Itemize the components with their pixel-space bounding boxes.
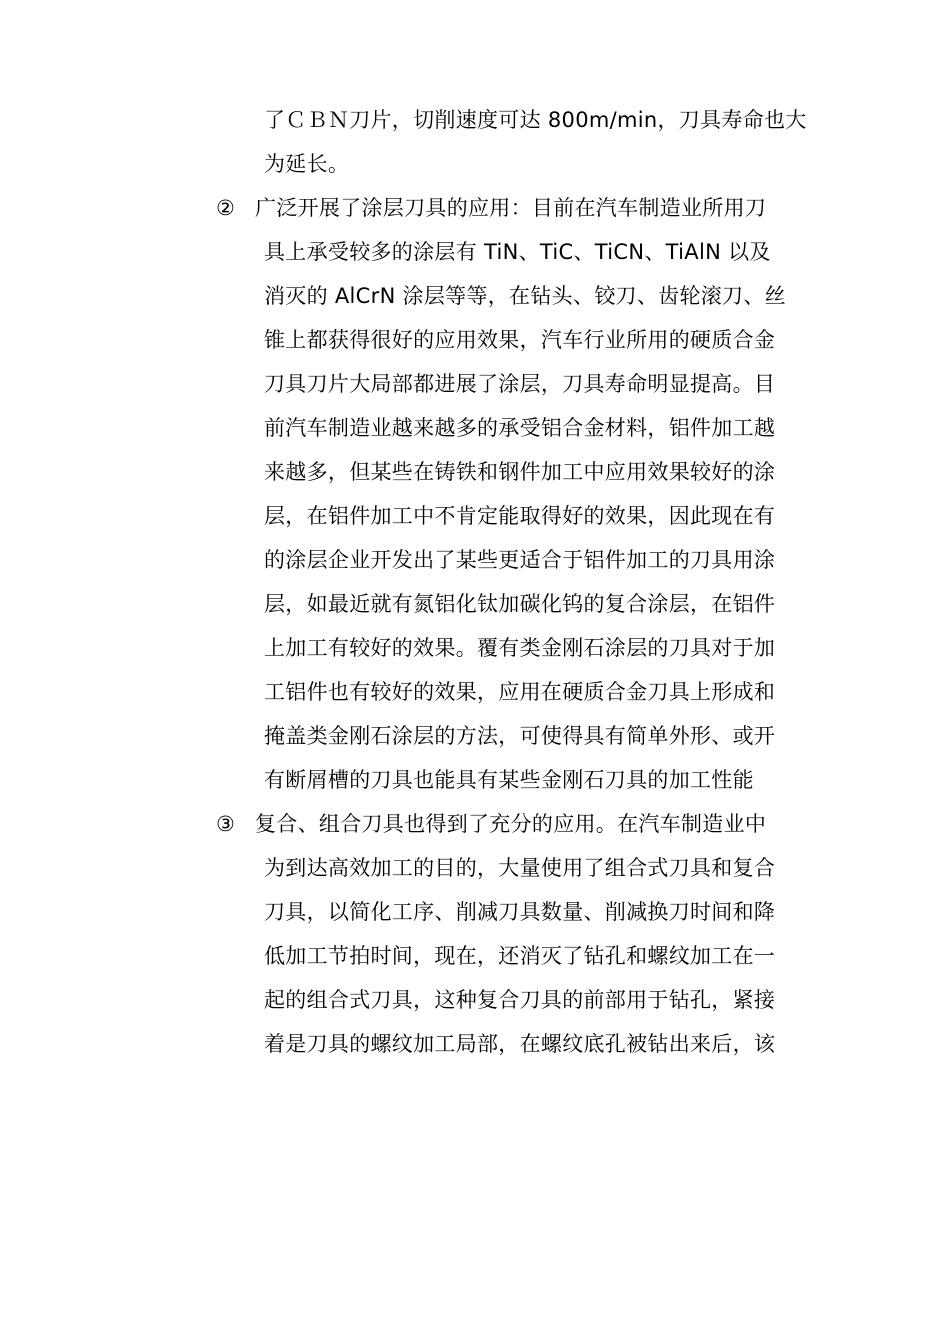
text-line: 锥上都获得很好的应用效果，汽车行业所用的硬质合金: [264, 328, 776, 352]
text-line: 了ＣＢＮ刀片，切削速度可达 800m/min，刀具寿命也大: [264, 108, 807, 132]
text-line: 低加工节拍时间，现在，还消灭了钻孔和螺纹加工在一: [264, 944, 776, 968]
text-line: 为延长。: [264, 152, 350, 176]
text-line: 着是刀具的螺纹加工局部，在螺纹底孔被钻出来后，该: [264, 1032, 776, 1056]
list-marker: ③: [216, 812, 235, 836]
text-line: 复合、组合刀具也得到了充分的应用。在汽车制造业中: [255, 812, 767, 836]
text-line: 层，在铝件加工中不肯定能取得好的效果，因此现在有: [264, 504, 776, 528]
text-line: 消灭的 AlCrN 涂层等等，在钻头、铰刀、齿轮滚刀、丝: [264, 284, 786, 308]
text-line: 上加工有较好的效果。覆有类金刚石涂层的刀具对于加: [264, 636, 776, 660]
text-line: 刀具刀片大局部都进展了涂层，刀具寿命明显提高。目: [264, 372, 776, 396]
text-line: 广泛开展了涂层刀具的应用：目前在汽车制造业所用刀: [255, 196, 767, 220]
list-marker: ②: [216, 196, 235, 220]
text-line: 工铝件也有较好的效果，应用在硬质合金刀具上形成和: [264, 680, 776, 704]
text-line: 为到达高效加工的目的，大量使用了组合式刀具和复合: [264, 856, 776, 880]
text-line: 掩盖类金刚石涂层的方法，可使得具有简单外形、或开: [264, 724, 776, 748]
text-line: 有断屑槽的刀具也能具有某些金刚石刀具的加工性能: [264, 768, 754, 792]
text-line: 层，如最近就有氮铝化钛加碳化钨的复合涂层，在铝件: [264, 592, 776, 616]
text-line: 起的组合式刀具，这种复合刀具的前部用于钻孔，紧接: [264, 988, 776, 1012]
text-line: 的涂层企业开发出了某些更适合于铝件加工的刀具用涂: [264, 548, 776, 572]
text-line: 刀具，以简化工序、削减刀具数量、削减换刀时间和降: [264, 900, 776, 924]
text-line: 前汽车制造业越来越多的承受铝合金材料，铝件加工越: [264, 416, 776, 440]
text-line: 具上承受较多的涂层有 TiN、TiC、TiCN、TiAlN 以及: [264, 240, 771, 264]
text-line: 来越多，但某些在铸铁和钢件加工中应用效果较好的涂: [264, 460, 776, 484]
